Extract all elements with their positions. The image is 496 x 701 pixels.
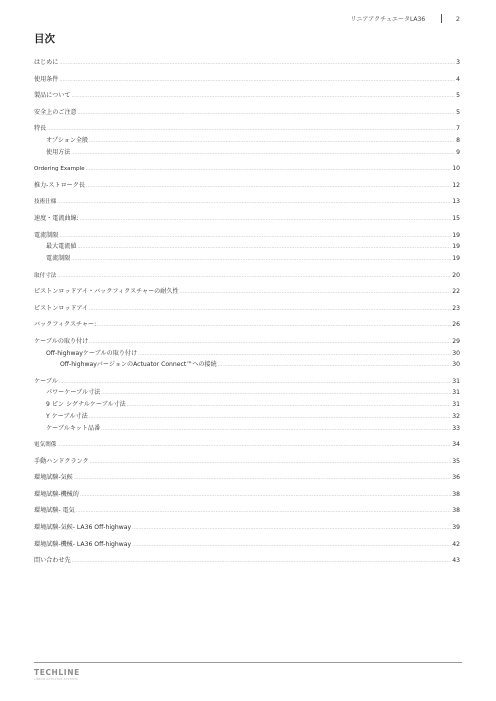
toc-entry-label: 安全上のご注意 — [34, 108, 77, 116]
toc-entry-page: 20 — [452, 271, 460, 279]
toc-entry-label: 電流制限 — [34, 231, 59, 239]
toc-entry-label: 環境試験- 電気 — [34, 507, 75, 515]
toc-entry-page: 31 — [452, 389, 460, 397]
toc-entry[interactable] — [34, 522, 460, 534]
toc-dot-leader — [57, 440, 451, 452]
toc-dot-leader — [76, 506, 452, 518]
toc-entry-page: 39 — [452, 524, 460, 532]
toc-entry[interactable] — [34, 555, 460, 567]
toc-dot-leader — [101, 424, 451, 436]
toc-entry-page: 33 — [452, 424, 460, 432]
toc-entry-page: 9 — [456, 148, 460, 156]
toc-entry-page: 5 — [456, 92, 460, 100]
toc-entry-page: 19 — [452, 231, 460, 239]
toc-dot-leader — [89, 337, 451, 349]
toc-entry[interactable] — [34, 74, 460, 86]
toc-entry[interactable] — [34, 359, 460, 371]
toc-dot-leader — [72, 556, 452, 568]
toc-entry-page: 38 — [452, 490, 460, 498]
toc-entry[interactable] — [34, 439, 460, 451]
toc-entry[interactable] — [34, 489, 460, 501]
toc-entry-page: 3 — [456, 59, 460, 66]
toc-entry[interactable] — [34, 387, 460, 399]
toc-entry-page: 30 — [452, 349, 460, 357]
toc-entry-label: 9 ピン シグナルケーブル寸法 — [46, 401, 126, 409]
toc-dot-leader — [218, 360, 451, 372]
toc-entry-label: 最大電流値 — [46, 243, 77, 251]
toc-entry-label: 電流制限 — [46, 254, 71, 262]
toc-entry-page: 43 — [452, 557, 460, 565]
toc-entry-label: ケーブルキット品番 — [46, 424, 101, 432]
toc-entry[interactable] — [34, 230, 460, 242]
toc-entry-label: 速度・電流曲線: — [34, 215, 79, 222]
toc-entry[interactable] — [34, 196, 460, 208]
toc-entry-label: 技術仕様 — [34, 199, 57, 206]
toc-dot-leader — [71, 91, 455, 103]
toc-entry-label: Y ケーブル寸法 — [46, 412, 88, 420]
toc-entry[interactable] — [34, 376, 460, 388]
toc-entry-label: Off-highwayケーブルの取り付け — [46, 349, 138, 357]
toc-dot-leader — [86, 164, 452, 176]
toc-dot-leader — [71, 148, 455, 160]
toc-entry-page: 31 — [452, 377, 460, 385]
toc-entry[interactable] — [34, 147, 460, 159]
toc-entry-page: 13 — [452, 198, 460, 206]
toc-entry-page: 32 — [452, 412, 460, 420]
toc-entry-page: 15 — [452, 215, 460, 222]
toc-entry-label: 電気関係 — [34, 442, 57, 449]
toc-dot-leader — [71, 254, 451, 266]
toc-entry-label: バックフィクスチャー: — [34, 321, 97, 329]
toc-entry[interactable] — [34, 213, 460, 225]
toc-entry[interactable] — [34, 253, 460, 265]
toc-entry-page: 5 — [456, 108, 460, 116]
toc-entry[interactable] — [34, 399, 460, 411]
toc-dot-leader — [89, 412, 452, 424]
toc-entry-page: 31 — [452, 401, 460, 409]
toc-entry[interactable] — [34, 423, 460, 435]
toc-entry-page: 35 — [452, 457, 460, 465]
toc-entry-page: 19 — [452, 254, 460, 262]
toc-entry-page: 26 — [452, 321, 460, 329]
toc-entry-label: 推力-ストローク長 — [34, 181, 85, 189]
toc-entry-page: 7 — [456, 125, 460, 133]
table-of-contents — [34, 57, 460, 567]
toc-dot-leader — [57, 271, 451, 283]
toc-entry-label: ピストンロッドアイ — [34, 304, 88, 312]
logo-wordmark: TECHLINE — [34, 668, 80, 677]
toc-entry-label: 環境試験-気候- LA36 Off-highway — [34, 524, 132, 532]
toc-dot-leader — [132, 540, 451, 552]
toc-entry-label: オプション全般 — [46, 137, 89, 144]
toc-entry[interactable] — [34, 411, 460, 423]
toc-entry[interactable] — [34, 539, 460, 551]
toc-entry-label: 使用方法 — [46, 148, 71, 156]
toc-entry-label: 取付寸法 — [34, 272, 57, 279]
toc-entry[interactable] — [34, 163, 460, 175]
toc-entry-label: Off-highwayバージョンのActuator Connect™への接続 — [60, 361, 217, 369]
toc-dot-leader — [89, 304, 451, 316]
toc-entry-label: ケーブル — [34, 377, 58, 385]
toc-entry-label: 製品について — [34, 92, 71, 100]
logo-tagline: LINEAR ACTUATOR SYSTEMS — [34, 678, 78, 681]
toc-entry[interactable] — [34, 303, 460, 315]
toc-dot-leader — [78, 108, 455, 120]
toc-dot-leader — [74, 473, 451, 485]
toc-dot-leader — [86, 181, 451, 193]
toc-entry-label: 特長 — [34, 125, 47, 133]
toc-entry[interactable] — [34, 123, 460, 135]
toc-entry-page: 8 — [456, 137, 460, 144]
toc-title: 目次 — [34, 33, 55, 45]
toc-dot-leader — [59, 231, 451, 243]
document-title: リニアアクチュエータLA36 — [350, 16, 426, 23]
toc-entry-page: 42 — [452, 540, 460, 548]
toc-dot-leader — [59, 377, 451, 389]
toc-entry-label: はじめに — [34, 59, 59, 66]
toc-entry[interactable] — [34, 107, 460, 119]
toc-entry-label: 環境試験-機械- LA36 Off-highway — [34, 540, 132, 548]
toc-dot-leader — [80, 214, 452, 226]
toc-entry[interactable] — [34, 348, 460, 360]
toc-entry[interactable] — [34, 505, 460, 517]
toc-entry-page: 38 — [452, 507, 460, 515]
toc-entry-label: 環境試験-気候 — [34, 474, 73, 482]
toc-entry[interactable] — [34, 241, 460, 253]
toc-entry[interactable] — [34, 286, 460, 298]
techline-logo — [34, 668, 80, 681]
toc-entry-label: 問い合わせ先 — [34, 557, 71, 565]
toc-entry-page: 19 — [452, 243, 460, 251]
header-separator — [441, 14, 442, 23]
page-header — [350, 14, 460, 23]
toc-entry-label: 使用条件 — [34, 75, 59, 83]
toc-entry-label: パワーケーブル寸法 — [46, 389, 101, 397]
toc-dot-leader — [77, 242, 451, 254]
toc-entry[interactable] — [34, 319, 460, 331]
toc-entry-page: 36 — [452, 474, 460, 482]
toc-dot-leader — [132, 523, 451, 535]
toc-dot-leader — [59, 75, 455, 87]
toc-entry-page: 10 — [452, 165, 460, 173]
toc-entry[interactable] — [34, 57, 460, 69]
toc-entry-page: 29 — [452, 337, 460, 345]
toc-entry[interactable] — [34, 135, 460, 147]
toc-entry-label: ピストンロッドアイ・バックフィクスチャーの耐久性 — [34, 288, 179, 296]
toc-entry[interactable] — [34, 90, 460, 102]
toc-entry-page: 22 — [452, 288, 460, 296]
toc-entry-page: 34 — [452, 441, 460, 449]
toc-entry-label: ケーブルの取り付け — [34, 337, 89, 345]
toc-dot-leader — [127, 400, 451, 412]
toc-entry-page: 30 — [452, 361, 460, 369]
toc-dot-leader — [180, 287, 452, 299]
page-number: 2 — [455, 14, 460, 23]
toc-entry[interactable] — [34, 456, 460, 468]
toc-dot-leader — [97, 320, 451, 332]
toc-entry-label: Ordering Example — [34, 166, 85, 173]
toc-dot-leader — [59, 58, 455, 70]
toc-dot-leader — [47, 124, 455, 136]
toc-dot-leader — [57, 197, 451, 209]
toc-entry-page: 4 — [456, 75, 460, 83]
toc-entry[interactable] — [34, 270, 460, 282]
toc-entry[interactable] — [34, 336, 460, 348]
toc-entry[interactable] — [34, 472, 460, 484]
toc-dot-leader — [101, 388, 451, 400]
toc-entry[interactable] — [34, 180, 460, 192]
toc-entry-page: 12 — [452, 181, 460, 189]
toc-entry-label: 環境試験-機械的 — [34, 490, 79, 498]
toc-dot-leader — [89, 136, 455, 148]
toc-dot-leader — [80, 490, 451, 502]
toc-dot-leader — [90, 457, 452, 469]
toc-entry-page: 23 — [452, 304, 460, 312]
toc-entry-label: 手動ハンドクランク — [34, 457, 89, 465]
footer-divider — [34, 662, 462, 663]
